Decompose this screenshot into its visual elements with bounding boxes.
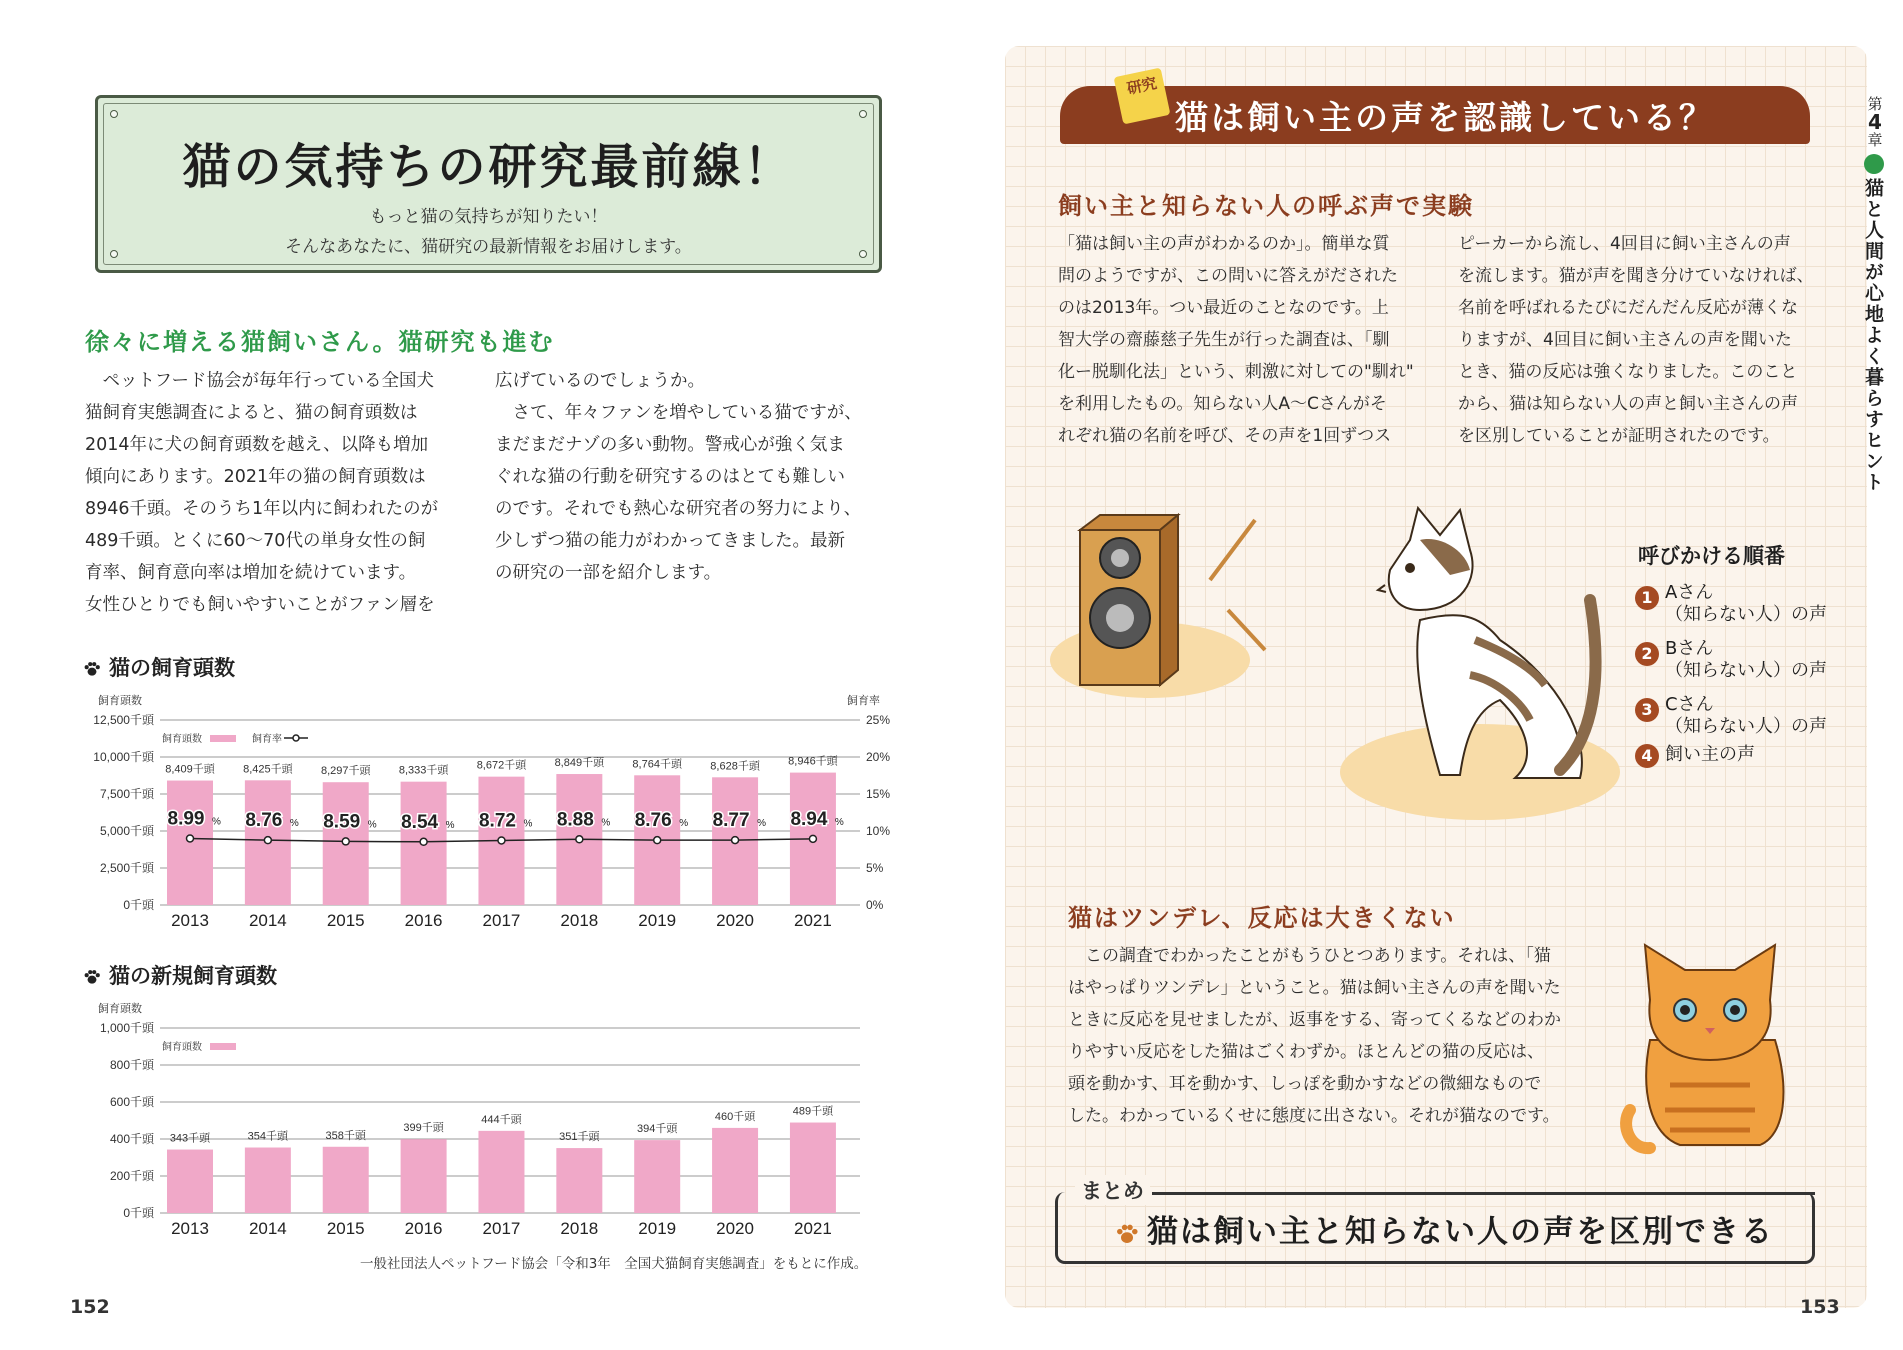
rate-label: 8.72 — [478, 810, 516, 832]
bar-value-label: 8,425千頭 — [243, 763, 293, 776]
rate-unit: % — [289, 818, 299, 830]
legend-marker — [293, 735, 299, 741]
section-heading: 飼い主と知らない人の呼ぶ声で実験 — [1058, 192, 1474, 220]
bar — [167, 1150, 213, 1213]
rate-point — [187, 835, 194, 842]
bar-value-label: 8,409千頭 — [165, 763, 215, 776]
x-tick-label: 2015 — [326, 1219, 365, 1238]
rate-unit: % — [679, 818, 689, 830]
summary-box-top — [1152, 1192, 1815, 1195]
y-tick-label: 400千頭 — [109, 1132, 154, 1146]
research-tag-label: 研究 — [1125, 74, 1159, 98]
x-tick-label: 2019 — [638, 1219, 677, 1238]
number-badge: 4 — [1635, 744, 1659, 768]
bar-value-label: 399千頭 — [403, 1122, 444, 1135]
legend-label: 飼育頭数 — [162, 1042, 202, 1053]
rate-unit: % — [212, 816, 221, 828]
rate-unit: % — [367, 819, 377, 831]
y2-tick-label: 25% — [866, 713, 891, 727]
section-heading: 徐々に増える猫飼いさん。猫研究も進む — [85, 328, 555, 356]
y2-tick-label: 20% — [866, 750, 891, 764]
y-tick-label: 0千頭 — [123, 1206, 154, 1220]
rate-label: 8.88 — [556, 809, 594, 831]
rate-label: 8.59 — [323, 811, 361, 833]
listening-cat-illustration — [1300, 500, 1600, 820]
order-item-text: 飼い主の声 — [1665, 744, 1755, 765]
rate-point — [732, 837, 739, 844]
bar-value-label: 8,946千頭 — [788, 755, 838, 768]
x-tick-label: 2016 — [404, 911, 443, 930]
page-number: 153 — [1800, 1296, 1840, 1318]
chart-title — [83, 960, 277, 990]
x-tick-label: 2015 — [326, 911, 365, 930]
number-badge: 3 — [1635, 698, 1659, 722]
bar-value-label: 8,764千頭 — [632, 758, 682, 771]
y2-tick-label: 15% — [866, 787, 891, 801]
order-item-text: Cさん （知らない人）の声 — [1665, 694, 1827, 737]
x-tick-label: 2017 — [482, 911, 521, 930]
page-number: 152 — [70, 1296, 110, 1318]
title-banner — [95, 95, 882, 273]
y-tick-label: 800千頭 — [109, 1058, 154, 1072]
chapter-prefix: 第 — [1867, 95, 1883, 113]
bar — [712, 1128, 758, 1213]
number-badge: 1 — [1635, 586, 1659, 610]
bar — [167, 781, 213, 905]
rate-point — [654, 837, 661, 844]
x-tick-label: 2021 — [794, 911, 832, 930]
bar-value-label: 8,333千頭 — [398, 764, 449, 777]
bar-value-label: 444千頭 — [481, 1113, 522, 1126]
x-tick-label: 2013 — [171, 1219, 209, 1238]
speaker-illustration — [1050, 500, 1290, 700]
banner-title: 猫の気持ちの研究最前線！ — [182, 139, 795, 195]
rate-unit: % — [445, 819, 455, 831]
rate-label: 8.76 — [634, 810, 672, 832]
y2-tick-label: 0% — [866, 898, 884, 912]
x-tick-label: 2018 — [560, 1219, 599, 1238]
chart-title-text: 猫の新規飼育頭数 — [109, 964, 277, 988]
rate-unit: % — [757, 818, 766, 830]
bar-value-label: 394千頭 — [637, 1123, 678, 1136]
legend-label: 飼育率 — [252, 734, 282, 745]
rate-label: 8.54 — [401, 811, 439, 833]
chapter-suffix: 章 — [1867, 131, 1883, 149]
rate-label: 8.77 — [712, 810, 750, 832]
summary-text — [1115, 1206, 1774, 1251]
y-tick-label: 7,500千頭 — [99, 787, 154, 801]
paw-badge-icon — [1864, 154, 1884, 174]
x-tick-label: 2018 — [560, 911, 599, 930]
y-axis-label: 飼育頭数 — [98, 1003, 142, 1015]
rate-unit: % — [834, 816, 844, 828]
bar-value-label: 8,628千頭 — [710, 760, 760, 773]
body-column: ペットフード協会が毎年行っている全国犬 猫飼育実態調査によると、猫の飼育頭数は 2014年に犬の飼育頭数を越え、以降も増加 傾向にあります。2021年の猫の飼育頭数は 8946千頭。そのうち1年以内に飼われたのが 489千頭。とくに60〜70代の単身女性の飼 育率、飼育意向率は増加を続けています。 女性ひとりでも飼いやすいことがファン層を — [85, 371, 439, 615]
y-tick-label: 10,000千頭 — [93, 750, 154, 764]
bar-value-label: 343千頭 — [169, 1132, 211, 1145]
x-tick-label: 2020 — [716, 1219, 754, 1238]
x-tick-label: 2014 — [248, 911, 287, 930]
y-tick-label: 0千頭 — [123, 898, 154, 912]
kitten-illustration — [1610, 920, 1810, 1160]
paw-icon — [83, 969, 101, 985]
y-tick-label: 12,500千頭 — [93, 713, 154, 727]
chapter-title: 猫と人間が心地よく暮らすヒント — [1862, 178, 1884, 493]
body-column: ピーカーから流し、4回目に飼い主さんの声 を流します。猫が声を聞き分けていなければ、 名前を呼ばれるたびにだんだん反応が薄くな りますが、4回目に飼い主さんの声を聞いた とき、猫の反応は強くなりました。このこと から、猫は知らない人の声と飼い主さんの声 を区別していることが証明されたのです。 — [1458, 234, 1814, 446]
bar-value-label: 489千頭 — [792, 1105, 834, 1118]
section-heading: 猫はツンデレ、反応は大きくない — [1068, 904, 1456, 932]
y-axis-label: 飼育頭数 — [98, 695, 142, 707]
rivet-icon — [859, 110, 867, 118]
bar — [401, 1139, 447, 1213]
summary-text-content: 猫は飼い主と知らない人の声を区別できる — [1147, 1214, 1774, 1250]
body-column: 広げているのでしょうか。 さて、年々ファンを増やしている猫ですが、 まだまだナゾの多い動物。警戒心が強く気ま ぐれな猫の行動を研究するのはとても難しい のです。それでも熱心な研究者の努力により、 少しずつ猫の能力がわかってきました。最新 の研究の一部を紹介します。 — [495, 371, 862, 583]
bar-value-label: 351千頭 — [559, 1131, 600, 1144]
banner-subtitle: そんなあなたに、猫研究の最新情報をお届けします。 — [285, 237, 692, 257]
y2-tick-label: 5% — [866, 861, 884, 875]
rate-unit: % — [523, 818, 533, 830]
x-tick-label: 2020 — [716, 911, 754, 930]
chapter-label — [1862, 95, 1888, 149]
source-note: 一般社団法人ペットフード協会「令和3年 全国犬猫飼育実態調査」をもとに作成。 — [360, 1256, 868, 1272]
bar — [790, 1123, 836, 1213]
rate-unit: % — [601, 817, 611, 829]
chart-title — [83, 652, 235, 682]
bar-value-label: 460千頭 — [714, 1110, 756, 1123]
bar — [323, 1147, 369, 1213]
bar-value-label: 354千頭 — [247, 1130, 289, 1143]
paw-icon — [83, 661, 101, 677]
bar — [245, 1148, 291, 1213]
y-tick-label: 2,500千頭 — [99, 861, 154, 875]
legend-swatch — [210, 735, 236, 742]
body-column: 「猫は飼い主の声がわかるのか」。簡単な質 問のようですが、この問いに答えがだされた のは2013年。つい最近のことなのです。上 智大学の齋藤慈子先生が行った調査は、「馴 化ー脱馴化法」という、刺激に対しての"馴れ" を利用したもの。知らない人A〜Cさんがそ れぞれ猫の名前を呼び、その声を1回ずつス — [1058, 234, 1414, 446]
number-badge: 2 — [1635, 642, 1659, 666]
rate-point — [264, 837, 271, 844]
bar-value-label: 8,297千頭 — [320, 765, 371, 778]
y-tick-label: 200千頭 — [109, 1169, 154, 1183]
bar-value-label: 8,672千頭 — [476, 759, 527, 772]
order-item-text: Bさん （知らない人）の声 — [1665, 638, 1827, 681]
chart-rearing-count — [80, 690, 891, 935]
rate-label: 8.94 — [790, 808, 828, 830]
rate-point — [498, 837, 505, 844]
bar — [556, 1148, 602, 1213]
summary-label: まとめ — [1075, 1175, 1150, 1205]
bar-value-label: 8,849千頭 — [554, 757, 605, 770]
y2-tick-label: 10% — [866, 824, 891, 838]
banner-subtitle: もっと猫の気持ちが知りたい！ — [369, 207, 608, 227]
chart-new-rearing-count — [80, 998, 880, 1243]
rate-point — [576, 836, 583, 843]
rate-point — [809, 835, 816, 842]
rate-label: 8.76 — [245, 810, 283, 832]
legend-label: 飼育頭数 — [162, 734, 202, 745]
order-item-text: Aさん （知らない人）の声 — [1665, 582, 1827, 625]
chart-title-text: 猫の飼育頭数 — [109, 656, 235, 680]
x-tick-label: 2013 — [171, 911, 209, 930]
research-title: 猫は飼い主の声を認識している？ — [1175, 98, 1715, 137]
x-tick-label: 2014 — [248, 1219, 287, 1238]
rate-label: 8.99 — [167, 808, 205, 830]
rivet-icon — [110, 110, 118, 118]
rate-point — [420, 838, 427, 845]
y-tick-label: 600千頭 — [109, 1095, 154, 1109]
chapter-number: 4 — [1868, 110, 1882, 134]
x-tick-label: 2019 — [638, 911, 677, 930]
y-tick-label: 5,000千頭 — [99, 824, 154, 838]
y2-axis-label: 飼育率 — [847, 695, 880, 707]
rate-point — [342, 838, 349, 845]
legend-swatch — [210, 1043, 236, 1050]
x-tick-label: 2021 — [794, 1219, 832, 1238]
bar-value-label: 358千頭 — [325, 1129, 366, 1142]
x-tick-label: 2017 — [482, 1219, 521, 1238]
order-title: 呼びかける順番 — [1638, 544, 1785, 568]
y-tick-label: 1,000千頭 — [99, 1021, 154, 1035]
x-tick-label: 2016 — [404, 1219, 443, 1238]
paw-icon — [1115, 1223, 1139, 1245]
bar — [634, 1140, 680, 1213]
bar — [478, 1131, 524, 1213]
body-paragraph: この調査でわかったことがもうひとつあります。それは、「猫 はやっぱりツンデレ」ということ。猫は飼い主さんの声を聞いた ときに反応を見せましたが、返事をする、寄ってくるなどのわか りやすい反応をした猫はごくわずか。ほとんどの猫の反応は、 頭を動かす、耳を動かす、しっぽを動かすなどの微細なもので した。わかっているくせに態度に出さない。それが猫なのです。 — [1068, 946, 1561, 1126]
